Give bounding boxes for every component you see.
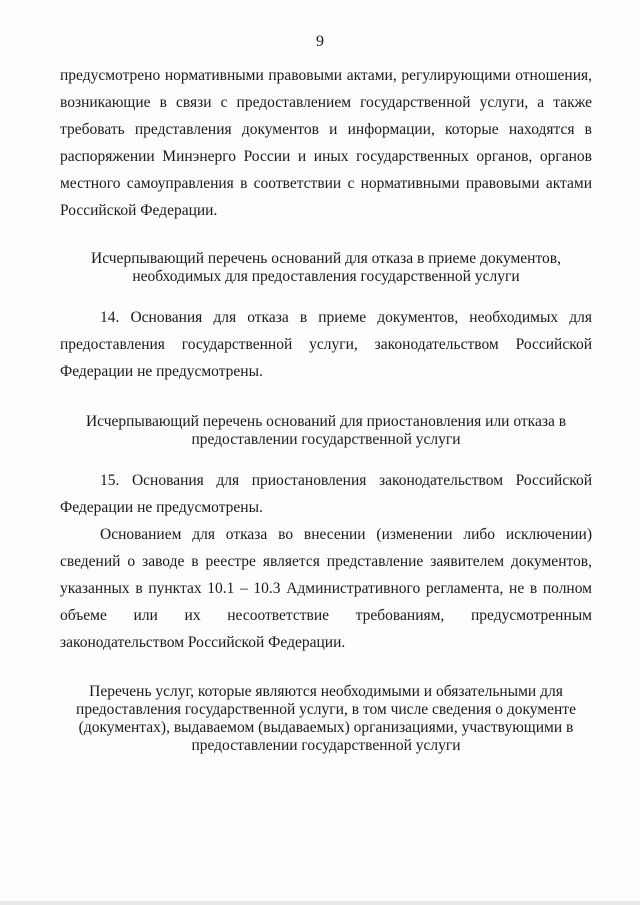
heading-line: Перечень услуг, которые являются необходимыми и обязательными для (89, 683, 563, 700)
heading-line: предоставлении государственной услуги (191, 737, 461, 754)
heading-line: (документах), выдаваемом (выдаваемых) организациями, участвующими в (78, 719, 574, 736)
paragraph-15: 15. Основания для приостановления законодательством Российской Федерации не предусмотрены. (60, 472, 592, 516)
paragraph-14: 14. Основания для отказа в приеме документов, необходимых для предоставления государственной услуги, законодательством Российской Федерации не предусмотрены. (60, 309, 592, 380)
heading-line: Исчерпывающий перечень оснований для приостановления или отказа в (85, 413, 567, 430)
scan-edge-divider (0, 901, 640, 905)
heading-line: предоставления государственной услуги, в том числе сведения о документе (76, 701, 576, 718)
heading-line: предоставлении государственной услуги (191, 431, 461, 448)
heading-line: Исчерпывающий перечень оснований для отказа в приеме документов, (91, 250, 561, 267)
section-heading-refusal (60, 250, 592, 286)
page-number: 9 (316, 33, 324, 50)
section-heading-services (60, 683, 592, 755)
paragraph-refusal-basis: Основанием для отказа во внесении (изменении либо исключении) сведений о заводе в реестре является представление заявителем документов, указанных в пунктах 10.1 – 10.3 Административного регламента, не в полном объеме или их несоответствие требованиям, предусмотренным законодательством Российской Федерации. (60, 526, 592, 651)
heading-line: необходимых для предоставления государственной услуги (132, 268, 520, 285)
section-heading-suspension (60, 413, 592, 449)
intro-paragraph: предусмотрено нормативными правовыми актами, регулирующими отношения, возникающие в связи с предоставлением государственной услуги, а также требовать представления документов и информации, которые находятся в распоряжении Минэнерго России и иных государственных органов, органов местного самоуправления в соответствии с нормативными правовыми актами Российской Федерации. (60, 67, 592, 219)
